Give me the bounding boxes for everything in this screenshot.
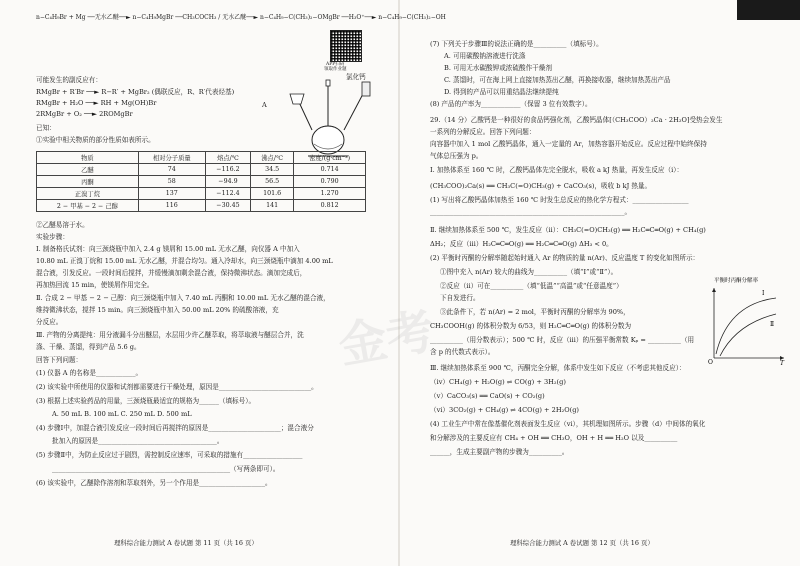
reaction-v: （ⅴ）CaCO₃(s) ══ CaO(s) + CO₂(g) <box>430 392 545 400</box>
step-line: 10.80 mL 正溴丁烷和 15.00 mL 无水乙醚，并混合均匀。通入冷却水，向三颈烧瓶中滴加 4.00 mL <box>36 257 333 265</box>
left-footer: 理科综合能力测试 A 卷试题 第 11 页（共 16 页） <box>114 539 258 547</box>
side-reaction-2: RMgBr + H₂O ──► RH + Mg(OH)Br <box>36 99 157 107</box>
side-reaction-3: 2RMgBr + O₂ ──► 2ROMgBr <box>36 110 133 118</box>
qr-code-icon[interactable] <box>330 30 362 62</box>
part-2-heading: Ⅱ. 继续加热体系至 500 ℃，发生反应（ⅱ）：CH₃C(=O)CH₃(g) ══ H₂C═C═O(g) + CH₄(g) <box>430 226 706 234</box>
table-cell: 2 − 甲基 − 2 − 己醇 <box>37 200 139 212</box>
question-6: (6) 该实验中，乙醚除作溶剂和萃取剂外，另一个作用是____________________。 <box>36 479 272 487</box>
part-3-heading: Ⅲ. 继续加热体系至 900 ℃，丙酮完全分解，体系中发生如下反应（不考虑其他反应）： <box>430 364 686 372</box>
chart-y-arrow <box>712 288 716 292</box>
sub-question-2-3-cont: CH₃COOH(g) 的体积分数为 6/53，则 H₂C═C═O(g) 的体积分数为 <box>430 322 632 330</box>
table-cell: −112.4 <box>205 188 250 200</box>
decomposition-rate-chart <box>700 274 790 366</box>
question-1: (1) 仪器 A 的名称是____________。 <box>36 369 143 377</box>
side-reactions-title: 可能发生的副反应有： <box>36 76 102 84</box>
question-4: (4) 步骤Ⅰ中，加混合液引发反应一段时间后再搅拌的原因是______________________；混合液分 <box>36 424 314 432</box>
qr-caption-2: 领取作业题 <box>324 67 347 72</box>
sub-question-4: (4) 工业生产中常在像基催化剂表面发生反应（ⅵ），其机理如图所示。步骤（d）中间体的氧化 <box>430 420 706 428</box>
table-row <box>37 176 366 188</box>
option-d: D. 得到的产品可以用重结晶法继续提纯 <box>444 88 559 96</box>
steps-title: 实验步骤： <box>36 233 69 241</box>
question-2: (2) 该实验中所使用的仪器和试剂都需要进行干燥处理，原因是____________________________。 <box>36 383 318 391</box>
step-line: Ⅰ. 制备格氏试剂：向三颈烧瓶中加入 2.4 g 镁屑和 15.00 mL 无水乙醚，向仪器 A 中加入 <box>36 245 300 253</box>
table-cell: −94.9 <box>205 176 250 188</box>
chart-curve-2 <box>720 314 776 356</box>
table-cell: 丙酮 <box>37 176 139 188</box>
table-header: 相对分子质量 <box>138 152 205 164</box>
table-cell: 116 <box>138 200 205 212</box>
step-line: Ⅲ. 产物的分离提纯：用分液漏斗分出醚层，水层用少许乙醚萃取，将萃取液与醚层合并，洗 <box>36 331 304 339</box>
table-cell: 乙醚 <box>37 164 139 176</box>
chart-origin: O <box>708 359 713 366</box>
question-29-line: 向容器中加入 1 mol 乙酸钙晶体，通入一定量的 Ar，加热容器开始反应。反应过程中始终保持 <box>430 140 707 148</box>
chart-curve-1 <box>716 298 776 354</box>
chart-title: 平衡时丙酮分解率 <box>714 278 759 284</box>
question-7: (7) 下列关于步骤Ⅲ的说法正确的是__________（填标号）。 <box>430 40 603 48</box>
reaction-iv: （ⅳ）CH₄(g) + H₂O(g) ⇌ CO(g) + 3H₂(g) <box>430 378 566 386</box>
sub-question-2-2-cont: 下自发进行。 <box>440 294 480 302</box>
table-cell: −116.2 <box>205 164 250 176</box>
table-cell: 正溴丁烷 <box>37 188 139 200</box>
chart-x-label: T <box>780 360 785 366</box>
part-1-heading: Ⅰ. 加热体系至 160 ℃ 时，乙酸钙晶体先完全脱水，吸收 a kJ 热量，再发生反应（ⅰ）： <box>430 166 684 174</box>
sub-question-1-blank: ___________________________________________________________。 <box>430 208 632 216</box>
table-row <box>37 200 366 212</box>
step-line: 分反应。 <box>36 318 63 326</box>
right-footer: 理科综合能力测试 A 卷试题 第 12 页（共 16 页） <box>510 539 654 547</box>
table-cell: 101.6 <box>251 188 294 200</box>
step-line: Ⅱ. 合成 2 − 甲基 − 2 − 己醇：向三颈烧瓶中加入 7.40 mL 丙酮和 10.00 mL 无水乙醚的混合液， <box>36 294 330 302</box>
right-page <box>400 0 800 566</box>
sub-question-4-cont: 和分解涉及的主要反应有 CH₄ + OH ══ CH₃O，OH + H ══ H₂O 以及__________ <box>430 434 678 442</box>
table-header-row <box>37 152 366 164</box>
known-label: 已知： <box>36 124 56 132</box>
sub-question-4-cont: ______，生成主要副产物的步骤为__________。 <box>430 448 569 456</box>
table-cell: 137 <box>138 188 205 200</box>
table-cell: 0.790 <box>294 176 366 188</box>
reaction-iii: ΔH₂；反应（ⅲ）H₂C═C═O(g) ══ H₂C═C═O(g) ΔH₃ < 0。 <box>430 240 613 248</box>
table-cell: 141 <box>251 200 294 212</box>
apparatus-label-calcium-chloride: 氯化钙 <box>346 73 366 81</box>
table-cell: 74 <box>138 164 205 176</box>
table-cell: 34.5 <box>251 164 294 176</box>
watermark: 金考 <box>334 303 439 375</box>
question-4-cont: 批加入的原因是____________________________________。 <box>52 437 224 445</box>
side-reaction-1: RMgBr + R′Br ──► R−R′ + MgBr₂ (偶联反应，R、R′代表烃基) <box>36 88 235 96</box>
option-b: B. 可用无水碳酸钾或浓硫酸作干燥剂 <box>444 64 552 72</box>
step-line: 涤、干燥、蒸馏，得到产品 5.6 g。 <box>36 343 141 351</box>
apparatus-diagram <box>268 78 388 160</box>
curve-label-2: Ⅱ <box>770 321 775 328</box>
table-cell: −30.45 <box>205 200 250 212</box>
question-5-cont: ______________________________________________________（写两条即可）。 <box>52 465 280 473</box>
sub-question-2-3-cont: 含 p 的代数式表示）。 <box>430 348 495 356</box>
sub-question-2-3-cont: __________（用分数表示）；500 ℃ 时，反应（ⅲ）的压强平衡常数 Kₚ = __________（用 <box>430 336 695 344</box>
sub-question-2-2: ②反应（ⅱ）可在__________（填“低温”“高温”或“任意温度”） <box>440 282 623 290</box>
question-8: (8) 产品的产率为____________（保留 3 位有效数字）。 <box>430 100 592 108</box>
step-line: 维持微沸状态，搅拌 15 min。向三颈烧瓶中加入 50.00 mL 20% 的硫酸溶液，充 <box>36 306 279 314</box>
table-header: 熔点/℃ <box>205 152 250 164</box>
qr-caption-1: APP扫码 <box>326 62 345 67</box>
sub-question-1: (1) 写出将乙酸钙晶体加热至 160 ℃ 时发生总反应的热化学方程式：_________________ <box>430 196 689 204</box>
question-5: (5) 步骤Ⅱ中，为防止反应过于剧烈，需控制反应速率，可采取的措施有__________________ <box>36 451 303 459</box>
table-header: 密度/(g·cm⁻³) <box>294 152 366 164</box>
apparatus-label-a: A <box>262 101 267 109</box>
reaction-vi: （ⅵ）3CO₂(g) + CH₄(g) ⇌ 4CO(g) + 2H₂O(g) <box>430 406 580 414</box>
step-line: 再加热回流 15 min，使镁屑作用完全。 <box>36 281 154 289</box>
grignard-reaction-scheme: n−C₄H₉Br + Mg ──无水乙醚──► n−C₄H₉MgBr ──CH₃COCH₃ / 无水乙醚──► n−C₄H₉−C(CH₃)₂−OMgBr ──H₃O⁺──► n−C₄H₉−C(CH₃)₂−OH <box>36 14 446 21</box>
answer-prompt: 回答下列问题： <box>36 356 83 364</box>
table-row <box>37 188 366 200</box>
table-cell: 56.5 <box>251 176 294 188</box>
curve-label-1: Ⅰ <box>762 290 765 297</box>
table-cell: 0.812 <box>294 200 366 212</box>
question-29-line: 一系列的分解反应。回答下列问题： <box>430 128 536 136</box>
option-c: C. 蒸馏时，可在海上网上直接加热蒸出乙醚，再换接收器，继续加热蒸出产品 <box>444 76 671 84</box>
table-cell: 58 <box>138 176 205 188</box>
question-29-line: 气体总压强为 p。 <box>430 152 483 160</box>
table-header: 物质 <box>37 152 139 164</box>
question-29-intro: 29.（14 分）乙酸钙是一种很好的食品钙强化剂，乙酸钙晶体[（CH₃COO）₂Ca · 2H₂O]受热会发生 <box>430 116 723 124</box>
step-line: 混合液，引发反应。一段时间后搅拌，并缓慢滴加剩余混合液，保持微沸状态。滴加完成后， <box>36 269 307 277</box>
option-a: A. 可用碳酸钠溶液进行洗涤 <box>444 52 526 60</box>
sub-question-2-3: ③此条件下，若 n(Ar) = 2 mol，平衡时丙酮的分解率为 90%， <box>440 308 630 316</box>
properties-table <box>36 151 366 212</box>
sub-question-2-1: ①图中充入 n(Ar) 较大的曲线为__________（填“Ⅰ”或“Ⅱ”）。 <box>440 268 618 276</box>
sub-question-2: (2) 平衡时丙酮的分解率随起始时通入 Ar 的物质的量 n(Ar)、反应温度 T 的变化如图所示： <box>430 254 700 262</box>
question-3-options: A. 50 mL B. 100 mL C. 250 mL D. 500 mL <box>52 410 192 418</box>
table-intro: ①实验中相关物质的部分性质如表所示。 <box>36 136 155 144</box>
reaction-i: (CH₃COO)₂Ca(s) ══ CH₃C(=O)CH₃(g) + CaCO₃(s)，吸收 b kJ 热量。 <box>430 182 652 190</box>
question-3: (3) 根据上述实验药品的用量，三颈烧瓶最适宜的规格为______（填标号）。 <box>36 397 256 405</box>
table-header: 沸点/℃ <box>251 152 294 164</box>
table-row <box>37 164 366 176</box>
table-cell: 1.270 <box>294 188 366 200</box>
table-cell: 0.714 <box>294 164 366 176</box>
note-ether-soluble: ②乙醚易溶于水。 <box>36 221 89 229</box>
